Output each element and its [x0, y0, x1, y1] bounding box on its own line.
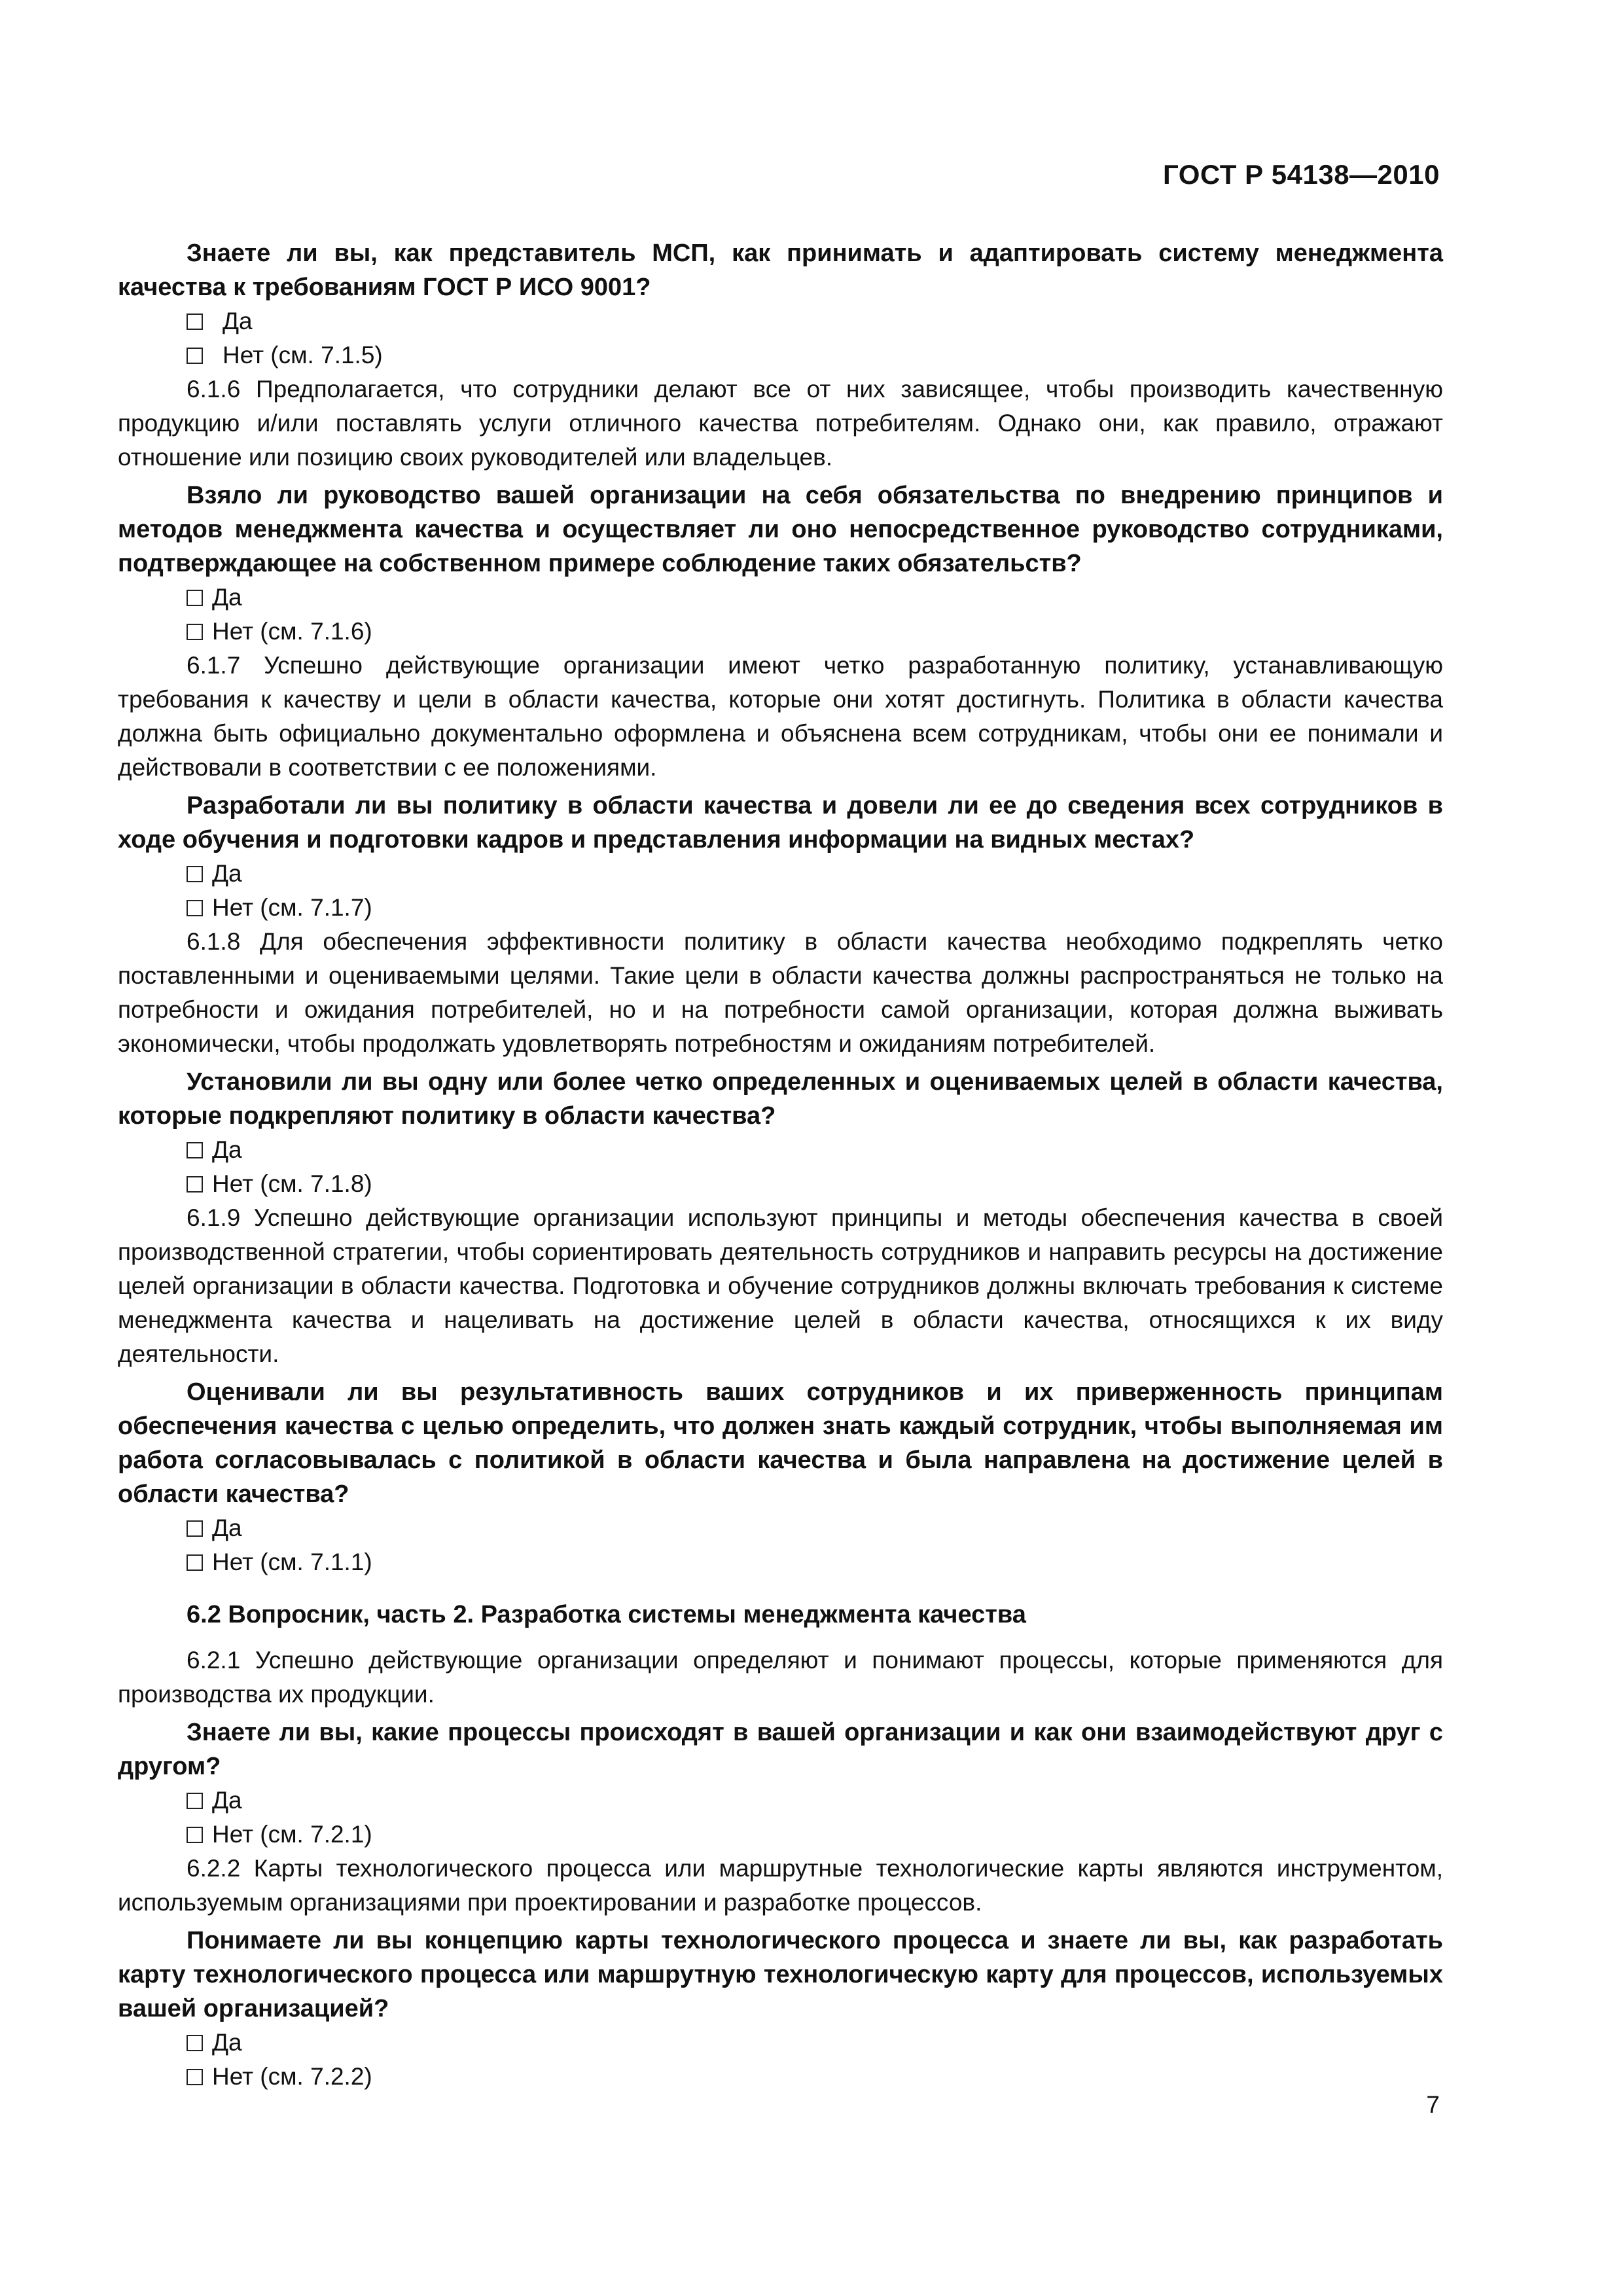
- section-heading: 6.2 Вопросник, часть 2. Разработка системы менеджмента качества: [187, 1601, 1026, 1628]
- answer-option[interactable]: [118, 1511, 1443, 1545]
- question: Установили ли вы одну или более четко определенных и оцениваемых целей в области качества, которые подкрепляют политику в области качества?: [118, 1068, 1443, 1130]
- checkbox-icon[interactable]: [187, 1520, 203, 1537]
- document-header: ГОСТ Р 54138—2010: [1163, 159, 1440, 190]
- option-label: Нет (см. 7.1.8): [212, 1170, 372, 1197]
- checkbox-icon[interactable]: [187, 2069, 203, 2085]
- paragraph: 6.2.1 Успешно действующие организации определяют и понимают процессы, которые применяются для производства их продукции.: [118, 1647, 1443, 1708]
- answer-option[interactable]: [118, 304, 1443, 338]
- paragraph: 6.1.8 Для обеспечения эффективности политику в области качества необходимо подкреплять четко поставленными и оцениваемыми целями. Такие цели в области качества должны распространяться не только на потребности и ожидания потребителей, но и на потребности самой организации, которая должна выживать экономически, чтобы продолжать удовлетворять потребностям и ожиданиям потребителей.: [118, 928, 1443, 1057]
- answer-option[interactable]: [118, 1784, 1443, 1818]
- answer-option[interactable]: [118, 2060, 1443, 2094]
- answer-option[interactable]: [118, 1167, 1443, 1201]
- paragraph: 6.2.2 Карты технологического процесса или маршрутные технологические карты являются инструментом, используемым организациями при проектировании и разработке процессов.: [118, 1855, 1443, 1916]
- paragraph: 6.1.9 Успешно действующие организации используют принципы и методы обеспечения качества в своей производственной стратегии, чтобы сориентировать деятельность сотрудников и направить ресурсы на достижение целей организации в области качества. Подготовка и обучение сотрудников должны включать требования к системе менеджмента качества и нацеливать на достижение целей в области качества, относящихся к их виду деятельности.: [118, 1204, 1443, 1367]
- option-label: Да: [212, 1787, 242, 1814]
- question: Разработали ли вы политику в области качества и довели ли ее до сведения всех сотрудников в ходе обучения и подготовки кадров и представления информации на видных местах?: [118, 792, 1443, 853]
- option-label: Да: [212, 860, 242, 887]
- option-label: Да: [223, 308, 253, 334]
- answer-option[interactable]: [118, 891, 1443, 925]
- answer-option[interactable]: [118, 615, 1443, 649]
- checkbox-icon[interactable]: [187, 1827, 203, 1843]
- option-label: Да: [212, 2029, 242, 2056]
- checkbox-icon[interactable]: [187, 900, 203, 916]
- option-label: Да: [212, 1515, 242, 1541]
- answer-option[interactable]: [118, 581, 1443, 615]
- option-label: Да: [212, 584, 242, 611]
- answer-option[interactable]: [118, 1818, 1443, 1852]
- paragraph: 6.1.7 Успешно действующие организации имеют четко разработанную политику, устанавливающую требования к качеству и цели в области качества, которые они хотят достигнуть. Политика в области качества должна быть официально документально оформлена и объяснена всем сотрудникам, чтобы они ее понимали и действовали в соответствии с ее положениями.: [118, 652, 1443, 781]
- question: Понимаете ли вы концепцию карты технологического процесса и знаете ли вы, как разработать карту технологического процесса или маршрутную технологическую карту для процессов, используемых вашей организацией?: [118, 1927, 1443, 2022]
- checkbox-icon[interactable]: [187, 624, 203, 640]
- answer-option[interactable]: [118, 338, 1443, 372]
- checkbox-icon[interactable]: [187, 2035, 203, 2051]
- checkbox-icon[interactable]: [187, 1142, 203, 1158]
- checkbox-icon[interactable]: [187, 590, 203, 606]
- page-number: 7: [1426, 2091, 1440, 2118]
- checkbox-icon[interactable]: [187, 348, 203, 364]
- answer-option[interactable]: [118, 1133, 1443, 1167]
- option-label: Нет (см. 7.1.1): [212, 1549, 372, 1575]
- option-label: Нет (см. 7.1.5): [223, 342, 383, 368]
- option-label: Нет (см. 7.2.1): [212, 1821, 372, 1848]
- question: Оценивали ли вы результативность ваших сотрудников и их приверженность принципам обеспечения качества с целью определить, что должен знать каждый сотрудник, чтобы выполняемая им работа согласовывалась с политикой в области качества и была направлена на достижение целей в области качества?: [118, 1378, 1443, 1508]
- answer-option[interactable]: [118, 1545, 1443, 1579]
- option-label: Нет (см. 7.1.6): [212, 618, 372, 645]
- option-label: Да: [212, 1136, 242, 1163]
- question: Знаете ли вы, как представитель МСП, как принимать и адаптировать систему менеджмента качества к требованиям ГОСТ Р ИСО 9001?: [118, 240, 1443, 301]
- answer-option[interactable]: [118, 2026, 1443, 2060]
- option-label: Нет (см. 7.2.2): [212, 2063, 372, 2090]
- checkbox-icon[interactable]: [187, 314, 203, 330]
- question: Знаете ли вы, какие процессы происходят в вашей организации и как они взаимодействуют друг с другом?: [118, 1719, 1443, 1780]
- checkbox-icon[interactable]: [187, 1554, 203, 1571]
- option-label: Нет (см. 7.1.7): [212, 894, 372, 921]
- checkbox-icon[interactable]: [187, 1793, 203, 1809]
- document-body: [118, 232, 1443, 2094]
- checkbox-icon[interactable]: [187, 866, 203, 882]
- paragraph: 6.1.6 Предполагается, что сотрудники делают все от них зависящее, чтобы производить качественную продукцию и/или поставлять услуги отличного качества потребителям. Однако они, как правило, отражают отношение или позицию своих руководителей или владельцев.: [118, 376, 1443, 471]
- answer-option[interactable]: [118, 857, 1443, 891]
- checkbox-icon[interactable]: [187, 1176, 203, 1193]
- question: Взяло ли руководство вашей организации на себя обязательства по внедрению принципов и методов менеджмента качества и осуществляет ли оно непосредственное руководство сотрудниками, подтверждающее на собственном примере соблюдение таких обязательств?: [118, 482, 1443, 577]
